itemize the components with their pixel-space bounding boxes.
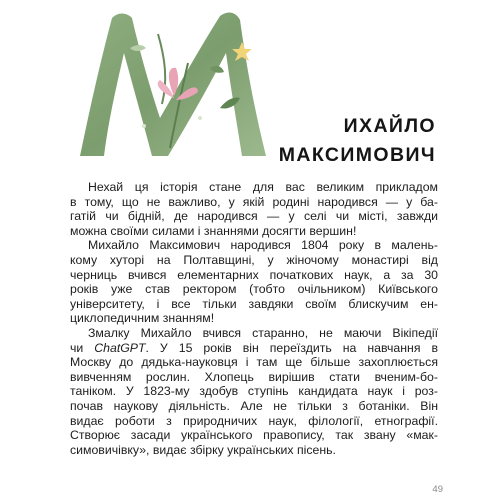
article-body <box>70 180 438 457</box>
text-line: років уже став ректором (тобто очільником) Київського <box>70 282 438 297</box>
text-line: почав наукову діяльність. Але не тільки з ботаніки. Він <box>70 398 438 413</box>
paragraph-1 <box>70 180 438 238</box>
chatgpt-italic: ChatGPT <box>94 340 146 355</box>
text-line: гатій чи бідній, де народився — у селі чи місті, завжди <box>70 209 438 224</box>
text-line: університету, і все тільки завдяки своїм блискучим ен- <box>70 296 438 311</box>
text-line: Створює засади українського правопису, так звану «мак- <box>70 428 438 443</box>
text-line: циклопедичним знанням! <box>70 311 215 326</box>
text-line: Михайло Максимович народився 1804 року в малень- <box>88 238 438 253</box>
text-line: черниць вчився елементарних початкових наук, а за 30 <box>70 267 438 282</box>
page-title <box>236 112 436 170</box>
text-line: Змалку Михайло вчився старанно, не маючи Вікіпедії <box>88 325 438 340</box>
text-line: кому хуторі на Полтавщині, у жіночому монастирі від <box>70 252 438 267</box>
paragraph-3 <box>70 326 438 457</box>
text-line: можна своїми силами і знаннями досягти вершин! <box>70 223 357 238</box>
text-line: Нехай ця історія стане для вас великим прикладом <box>88 180 438 194</box>
title-line-1: ИХАЙЛО <box>343 115 436 137</box>
page-number: 49 <box>432 484 443 495</box>
text-fragment: чи <box>70 340 95 355</box>
text-line: в тому, що не важливо, у якій родині народився — у ба- <box>70 194 438 209</box>
text-line: видає роботи з природничих наук, філології, етнографії. <box>70 413 438 428</box>
paragraph-2 <box>70 238 438 326</box>
title-line-2: МАКСИМОВИЧ <box>278 144 436 166</box>
text-line: симовичівку», видає збірку українських пісень. <box>70 442 336 457</box>
text-line: таніком. У 1823-му здобув ступінь кандидата наук і роз- <box>70 384 438 399</box>
text-fragment: . У 15 років він переїздить на навчання в <box>145 340 438 355</box>
text-line <box>70 341 438 356</box>
text-line: Москву до дядька-науковця і там ще більше захоплюється <box>70 355 438 370</box>
text-line: вивченням рослин. Хлопець вирішив стати вченим-бо- <box>70 369 438 384</box>
